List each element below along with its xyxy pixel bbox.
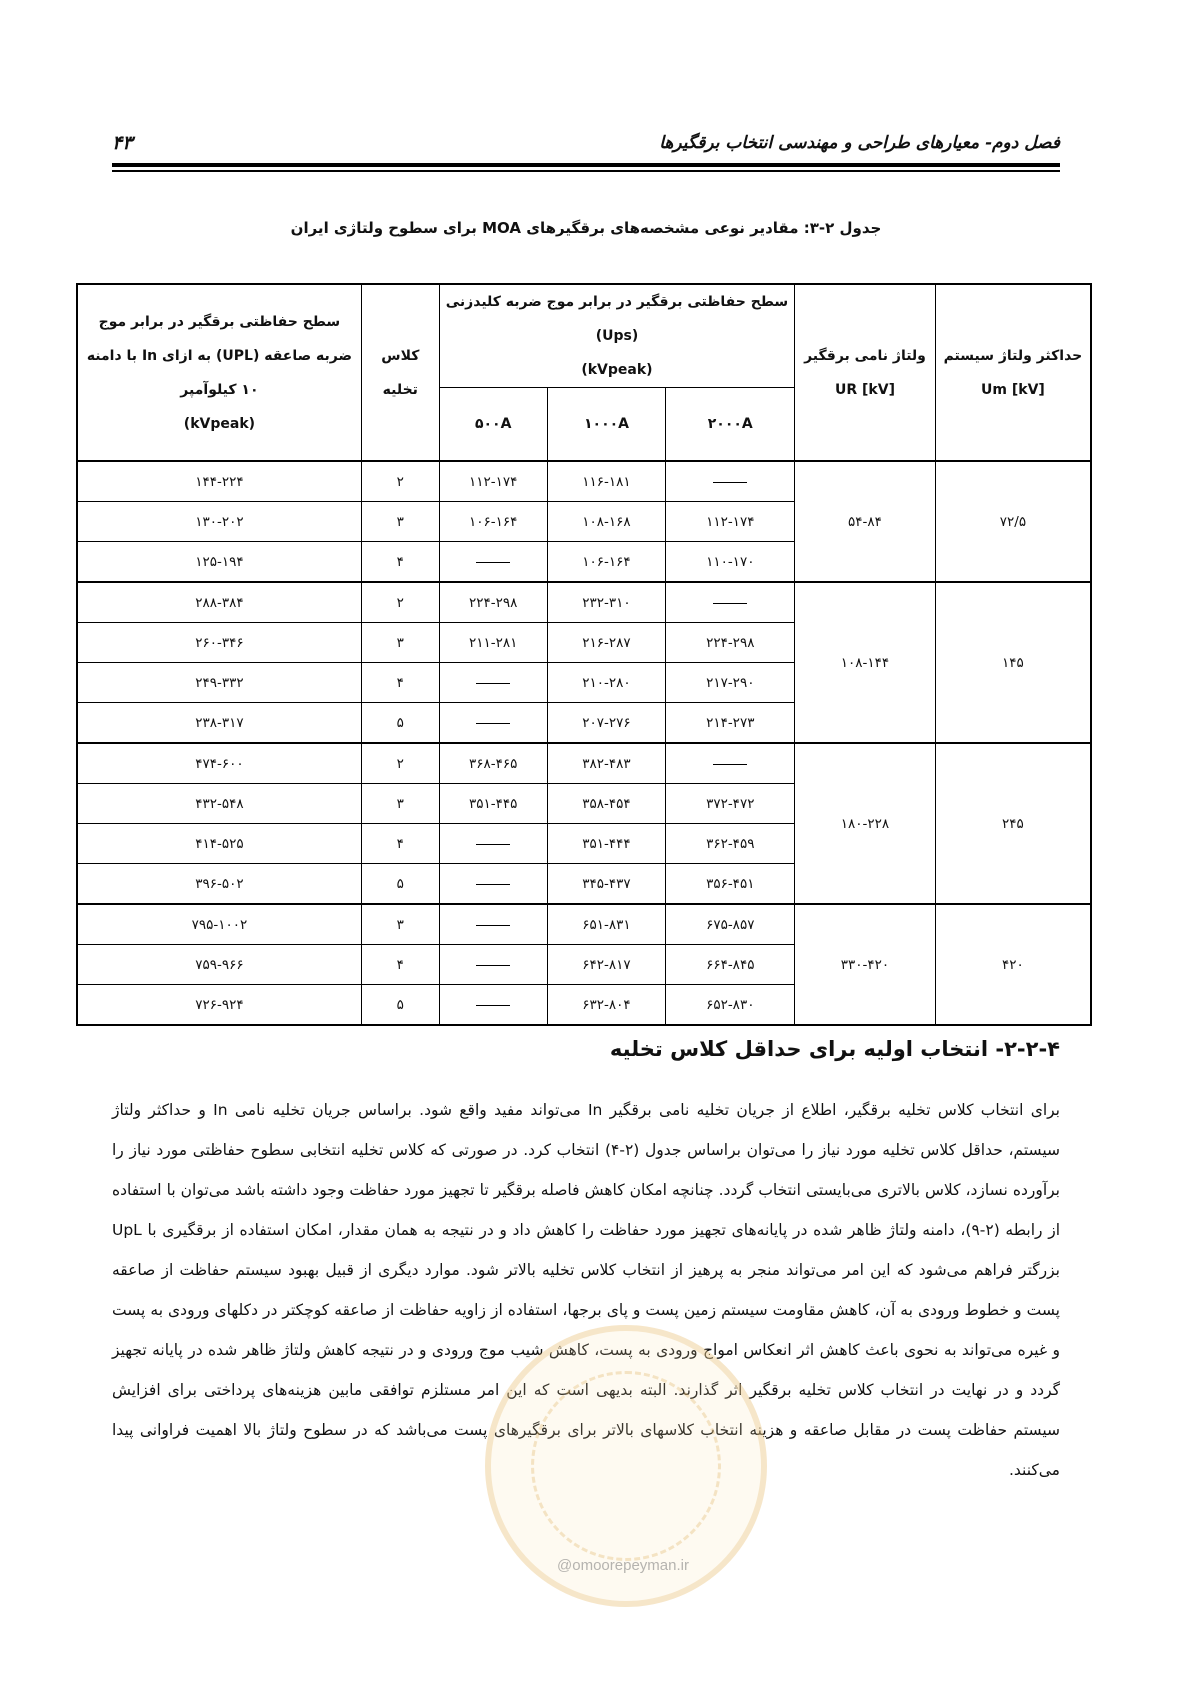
empty-value-dash bbox=[476, 924, 510, 926]
cell-a2000: ۳۷۲-۴۷۲ bbox=[666, 784, 795, 824]
header-discharge-class bbox=[361, 284, 439, 461]
cell-a1000: ۶۳۲-۸۰۴ bbox=[547, 985, 666, 1026]
cell-class: ۲ bbox=[361, 743, 439, 784]
cell-ur: ۱۸۰-۲۲۸ bbox=[795, 743, 936, 904]
page-number: ۴۳ bbox=[112, 132, 133, 154]
cell-a2000: ۶۵۲-۸۳۰ bbox=[666, 985, 795, 1026]
cell-class: ۳ bbox=[361, 623, 439, 663]
cell-a500 bbox=[439, 542, 547, 583]
cell-a2000: ۳۶۲-۴۵۹ bbox=[666, 824, 795, 864]
header-ur bbox=[795, 284, 936, 461]
cell-a2000: ۶۷۵-۸۵۷ bbox=[666, 904, 795, 945]
cell-ur: ۳۳۰-۴۲۰ bbox=[795, 904, 936, 1025]
cell-class: ۳ bbox=[361, 904, 439, 945]
cell-a500 bbox=[439, 703, 547, 744]
empty-value-dash bbox=[476, 964, 510, 966]
cell-class: ۲ bbox=[361, 461, 439, 502]
cell-upl: ۴۱۴-۵۲۵ bbox=[77, 824, 361, 864]
arrester-spec-table bbox=[76, 283, 1092, 1026]
cell-class: ۴ bbox=[361, 824, 439, 864]
cell-a500 bbox=[439, 663, 547, 703]
empty-value-dash bbox=[476, 682, 510, 684]
cell-a500: ۲۲۴-۲۹۸ bbox=[439, 582, 547, 623]
cell-a500: ۱۰۶-۱۶۴ bbox=[439, 502, 547, 542]
empty-value-dash bbox=[476, 1004, 510, 1006]
empty-value-dash bbox=[476, 722, 510, 724]
cell-a1000: ۳۴۵-۴۳۷ bbox=[547, 864, 666, 905]
cell-upl: ۲۶۰-۳۴۶ bbox=[77, 623, 361, 663]
header-upl bbox=[77, 284, 361, 461]
cell-upl: ۱۲۵-۱۹۴ bbox=[77, 542, 361, 583]
cell-class: ۳ bbox=[361, 784, 439, 824]
cell-a1000: ۳۵۱-۴۴۴ bbox=[547, 824, 666, 864]
chapter-title: فصل دوم- معیارهای طراحی و مهندسی انتخاب برقگیرها bbox=[659, 133, 1060, 153]
cell-um: ۷۲/۵ bbox=[935, 461, 1091, 582]
cell-a2000: ۶۶۴-۸۴۵ bbox=[666, 945, 795, 985]
cell-upl: ۷۵۹-۹۶۶ bbox=[77, 945, 361, 985]
header-1000a: ۱۰۰۰A bbox=[547, 388, 666, 462]
cell-a1000: ۱۰۸-۱۶۸ bbox=[547, 502, 666, 542]
cell-class: ۵ bbox=[361, 985, 439, 1026]
cell-class: ۵ bbox=[361, 864, 439, 905]
empty-value-dash bbox=[713, 763, 747, 765]
cell-upl: ۲۴۹-۳۳۲ bbox=[77, 663, 361, 703]
table-row bbox=[77, 461, 1091, 502]
cell-a500: ۱۱۲-۱۷۴ bbox=[439, 461, 547, 502]
table-row bbox=[77, 904, 1091, 945]
cell-a2000: ۲۱۷-۲۹۰ bbox=[666, 663, 795, 703]
cell-class: ۴ bbox=[361, 945, 439, 985]
cell-um: ۲۴۵ bbox=[935, 743, 1091, 904]
cell-a1000: ۲۰۷-۲۷۶ bbox=[547, 703, 666, 744]
cell-upl: ۷۹۵-۱۰۰۲ bbox=[77, 904, 361, 945]
cell-a2000: ۲۲۴-۲۹۸ bbox=[666, 623, 795, 663]
cell-a2000 bbox=[666, 582, 795, 623]
cell-a2000: ۲۱۴-۲۷۳ bbox=[666, 703, 795, 744]
table-caption: جدول ۲-۳: مقادیر نوعی مشخصه‌های برقگیرهای MOA برای سطوح ولتاژی ایران bbox=[290, 219, 882, 237]
cell-a500 bbox=[439, 985, 547, 1026]
cell-upl: ۱۳۰-۲۰۲ bbox=[77, 502, 361, 542]
table-row bbox=[77, 582, 1091, 623]
cell-a2000: ۱۱۲-۱۷۴ bbox=[666, 502, 795, 542]
section-heading: ۲-۲-۴- انتخاب اولیه برای حداقل کلاس تخلیه bbox=[609, 1037, 1060, 1061]
cell-upl: ۲۳۸-۳۱۷ bbox=[77, 703, 361, 744]
cell-class: ۳ bbox=[361, 502, 439, 542]
cell-a500: ۳۵۱-۴۴۵ bbox=[439, 784, 547, 824]
cell-a2000: ۳۵۶-۴۵۱ bbox=[666, 864, 795, 905]
header-um-unit: Um [kV] bbox=[981, 381, 1045, 398]
empty-value-dash bbox=[713, 602, 747, 604]
header-ur-label: ولتاژ نامی برقگیر bbox=[804, 347, 926, 364]
watermark-text: @omoorepeyman.ir bbox=[557, 1557, 689, 1574]
cell-upl: ۴۳۲-۵۴۸ bbox=[77, 784, 361, 824]
cell-a500 bbox=[439, 824, 547, 864]
header-ups-unit: (kVpeak) bbox=[581, 362, 653, 378]
cell-um: ۱۴۵ bbox=[935, 582, 1091, 743]
cell-a500 bbox=[439, 904, 547, 945]
cell-a1000: ۳۸۲-۴۸۳ bbox=[547, 743, 666, 784]
cell-a500: ۲۱۱-۲۸۱ bbox=[439, 623, 547, 663]
header-ups bbox=[439, 284, 794, 388]
cell-a2000 bbox=[666, 461, 795, 502]
header-2000a: ۲۰۰۰A bbox=[666, 388, 795, 462]
cell-a1000: ۲۱۰-۲۸۰ bbox=[547, 663, 666, 703]
cell-a1000: ۱۰۶-۱۶۴ bbox=[547, 542, 666, 583]
cell-upl: ۷۲۶-۹۲۴ bbox=[77, 985, 361, 1026]
header-upl-unit: (kVpeak) bbox=[183, 415, 256, 432]
header-discharge-class-label: کلاس تخلیه bbox=[381, 347, 420, 398]
cell-ur: ۵۴-۸۴ bbox=[795, 461, 936, 582]
header-500a: ۵۰۰A bbox=[439, 388, 547, 462]
header-rule-thin bbox=[112, 170, 1060, 172]
cell-um: ۴۲۰ bbox=[935, 904, 1091, 1025]
watermark-seal-ring bbox=[531, 1371, 721, 1561]
header-um-label: حداکثر ولتاژ سیستم bbox=[943, 347, 1083, 364]
cell-upl: ۲۸۸-۳۸۴ bbox=[77, 582, 361, 623]
cell-a2000 bbox=[666, 743, 795, 784]
cell-a1000: ۱۱۶-۱۸۱ bbox=[547, 461, 666, 502]
header-ur-unit: UR [kV] bbox=[835, 381, 895, 398]
empty-value-dash bbox=[476, 883, 510, 885]
cell-a1000: ۶۴۲-۸۱۷ bbox=[547, 945, 666, 985]
cell-class: ۴ bbox=[361, 663, 439, 703]
cell-a1000: ۶۵۱-۸۳۱ bbox=[547, 904, 666, 945]
header-rule bbox=[112, 163, 1060, 167]
cell-a1000: ۲۳۲-۳۱۰ bbox=[547, 582, 666, 623]
body-paragraph: برای انتخاب کلاس تخلیه برقگیر، اطلاع از جریان تخلیه نامی برقگیر In می‌تواند مفید واقع شود. براساس جریان تخلیه نامی In و حداکثر ولتاژ سیستم، حداقل کلاس تخلیه مورد نیاز را می‌توان براساس جدول (۲-۴) انتخاب کرد. در صورتی که کلاس تخلیه انتخابی سطوح حفاظتی مورد نیاز را برآورده نسازد، کلاس بالاتری می‌بایستی انتخاب گردد. چنانچه امکان کاهش فاصله برقگیر تا تجهیز مورد حفاظت وجود داشته باشد می‌توان با استفاده از رابطه (۲-۹)، دامنه ولتاژ ظاهر شده در پایانه‌های تجهیز مورد حفاظت را کاهش داد و در نتیجه به همان مقدار، امکان استفاده از برقگیری با UpL بزرگتر فراهم می‌شود که این امر می‌تواند منجر به پرهیز از انتخاب کلاس تخلیه بالاتر شود. موارد دیگری از قبیل بهبود سیستم حفاظت از صاعقه پست و خطوط ورودی به آن، کاهش مقاومت سیستم زمین پست و پای برجها، استفاده از زاویه حفاظت از صاعقه کوچکتر در دکلهای ورودی به پست و غیره می‌تواند به نحوی باعث کاهش اثر انعکاس امواج ورودی به پست، کاهش شیب موج ورودی و در نتیجه کاهش ولتاژ ظاهر شده در پایانه تجهیز گردد و در نهایت در انتخاب کلاس تخلیه برقگیر اثر گذارند. البته بدیهی است که این امر مستلزم توافقی مابین هزینه‌های پرداختی برای افزایش سیستم حفاظت پست در مقابل صاعقه و هزینه انتخاب کلاسهای بالاتر برای برقگیرهای پست می‌باشد که در سطوح ولتاژ بالا اهمیت فراوانی پیدا می‌کنند. bbox=[112, 1101, 1061, 1479]
header-ups-label: سطح حفاظتی برقگیر در برابر موج ضربه کلیدزنی (Ups) bbox=[445, 294, 789, 344]
cell-upl: ۴۷۴-۶۰۰ bbox=[77, 743, 361, 784]
cell-class: ۴ bbox=[361, 542, 439, 583]
empty-value-dash bbox=[476, 561, 510, 563]
running-header bbox=[112, 126, 1060, 160]
empty-value-dash bbox=[476, 843, 510, 845]
cell-a1000: ۳۵۸-۴۵۴ bbox=[547, 784, 666, 824]
cell-upl: ۳۹۶-۵۰۲ bbox=[77, 864, 361, 905]
cell-a500 bbox=[439, 864, 547, 905]
cell-a2000: ۱۱۰-۱۷۰ bbox=[666, 542, 795, 583]
empty-value-dash bbox=[713, 481, 747, 483]
cell-class: ۲ bbox=[361, 582, 439, 623]
header-um bbox=[935, 284, 1091, 461]
cell-upl: ۱۴۴-۲۲۴ bbox=[77, 461, 361, 502]
cell-a500 bbox=[439, 945, 547, 985]
cell-a500: ۳۶۸-۴۶۵ bbox=[439, 743, 547, 784]
cell-class: ۵ bbox=[361, 703, 439, 744]
cell-ur: ۱۰۸-۱۴۴ bbox=[795, 582, 936, 743]
cell-a1000: ۲۱۶-۲۸۷ bbox=[547, 623, 666, 663]
table-row bbox=[77, 743, 1091, 784]
header-upl-label: سطح حفاظتی برقگیر در برابر موج ضربه صاعقه (UPL) به ازای In با دامنه ۱۰ کیلوآمپر bbox=[86, 313, 352, 398]
